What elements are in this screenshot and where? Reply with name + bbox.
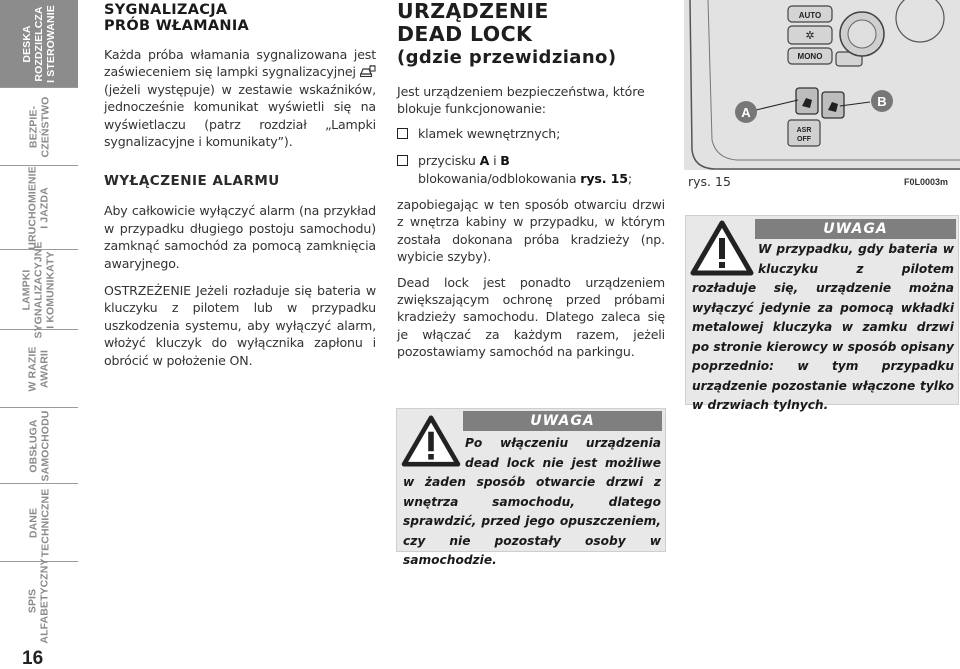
sidebar-tab-deska[interactable]: [0, 0, 78, 88]
bullet-item: [397, 125, 665, 142]
figure-ref: rys. 15: [580, 170, 628, 186]
figure-code: F0L0003m: [904, 177, 949, 187]
label-a: A: [479, 153, 490, 169]
icon-spacer: [403, 434, 465, 470]
bullet-text: klamek wewnętrznych;: [418, 125, 561, 141]
text-fragment: i: [489, 153, 501, 169]
sidebar-tab-dane[interactable]: [0, 484, 78, 562]
deadlock-title-line3: (gdzie przewidziano): [397, 47, 617, 68]
text-fragment: (jeżeli występuje) w zestawie wskaźników, jednocześnie komunikat wyświetli się na wyświetlaczu (patrz rozdział „Lampki sygnalizacyjne i komunikaty”).: [104, 81, 376, 150]
text-fragment: Każda próba włamania sygnalizowana jest zaświeceniem się lampki sygnalizacyjnej: [104, 47, 376, 80]
callout-b-label: B: [877, 94, 887, 109]
paragraph-alarm-intro: [104, 46, 376, 150]
label-b: B: [500, 153, 510, 169]
icon-spacer: [692, 240, 758, 278]
figure-dashboard-buttons: [684, 0, 960, 170]
svg-text:✲: ✲: [805, 29, 815, 42]
warning-box-deadlock: [396, 408, 666, 567]
deadlock-title-line2: DEAD LOCK: [397, 22, 533, 46]
sidebar-tab-lampki[interactable]: [0, 240, 78, 339]
paragraph-warning-battery: OSTRZEŻENIE Jeżeli rozładuje się bateria w kluczyku z pilotem lub w przypadku uszkodzenia systemu, aby wyłączyć alarm, włożyć kluczyk do wyłącznika zapłonu i obrócić w położenie ON.: [104, 283, 376, 368]
sidebar-tab-label: W RAZIE AWARII: [27, 345, 51, 392]
car-lock-warning-icon: [360, 65, 376, 78]
warning-heading: UWAGA: [755, 219, 956, 239]
page-number: 16: [22, 648, 44, 669]
sidebar-tab-label: LAMPKI SYGNALIZACYJNE I KOMUNIKATY: [21, 240, 57, 339]
callout-a-label: A: [741, 105, 751, 120]
text-fragment: przycisku: [418, 153, 480, 169]
warning-body: Po włączeniu urządzenia dead lock nie jest możliwe w żaden sposób otwarcie drzwi z wnętrza samochodu, dlatego sprawdzić, przed jego opuszczeniem, czy nie pozostały osoby w samochodzie.: [403, 436, 661, 567]
paragraph-deadlock-advice: Dead lock jest ponadto urządzeniem zwiększającym ochronę przed próbami kradzieży samochodu. Dlatego zaleca się je włączać za każdym razem, jeżeli pozostawiamy samochód na parkingu.: [397, 274, 665, 360]
warning-text: [403, 434, 661, 571]
text-fragment: blokowania/odblokowania: [418, 170, 581, 186]
sidebar-tab-uruchomienie[interactable]: [0, 166, 78, 250]
section-sidebar: [0, 0, 82, 669]
column-alarm: [104, 2, 376, 369]
sidebar-tab-label: OBSŁUGA SAMOCHODU: [27, 410, 51, 481]
bullet-box-icon: [397, 155, 408, 166]
bullet-text: [418, 152, 665, 187]
paragraph-alarm-off: Aby całkowicie wyłączyć alarm (na przykład w przypadku długiego postoju samochodu) zamknąć samochód za pomocą zamknięcia awaryjnego.: [104, 203, 376, 271]
sidebar-tab-obsluga[interactable]: [0, 408, 78, 484]
text-fragment: ;: [627, 170, 632, 186]
dashboard-illustration: [684, 0, 960, 170]
sidebar-tab-label: DANE TECHNICZNE: [26, 488, 51, 557]
warning-text: [692, 240, 954, 416]
deadlock-title-line1: URZĄDZENIE: [397, 0, 549, 23]
column-deadlock: [397, 0, 665, 361]
bullet-box-icon: [397, 128, 408, 139]
asr-label: ASR: [796, 127, 812, 134]
sidebar-tab-awarii[interactable]: [0, 330, 78, 408]
mono-button-label: MONO: [797, 52, 823, 61]
sidebar-tab-bezpieczenstwo[interactable]: [0, 88, 78, 166]
auto-button-label: AUTO: [798, 11, 822, 20]
sidebar-tab-label: URUCHOMIENIE I JAZDA: [27, 165, 52, 250]
bullet-item: [397, 152, 665, 187]
sidebar-tab-spis[interactable]: [0, 558, 78, 644]
warning-body: W przypadku, gdy bateria w kluczyku z pilotem rozładuje się, urządzenie można wyłączyć jedynie za pomocą wkładki metalowej kluczyka w zamku drzwi po stronie kierowcy w sposób opisany poprzednio: w tym przypadku urządzenie pozostanie włączone tylko w drzwiach tylnych.: [692, 242, 954, 412]
warning-box-battery: [685, 215, 959, 412]
off-label: OFF: [797, 136, 811, 143]
section-title-line1: SYGNALIZACJA: [104, 2, 228, 18]
sidebar-tab-label: DESKA ROZDZIELCZA I STEROWANIE: [21, 4, 57, 83]
section-title-line2: PRÓB WŁAMANIA: [104, 18, 250, 34]
sidebar-tab-label: SPIS ALFABETYCZNY: [27, 558, 52, 644]
paragraph-deadlock-purpose: zapobiegając w ten sposób otwarciu drzwi z wnętrza kabiny w przypadku, w którym została dokonana próba kradzieży (np. wybicie szyby).: [397, 197, 665, 265]
deadlock-intro: Jest urządzeniem bezpieczeństwa, które blokuje funkcjonowanie:: [397, 84, 645, 117]
warning-heading: UWAGA: [463, 411, 662, 431]
figure-caption: rys. 15: [688, 174, 731, 189]
subheading-alarm-off: WYŁĄCZENIE ALARMU: [104, 173, 280, 190]
sidebar-tab-label: BEZPIE- CZEŃSTWO: [26, 96, 51, 157]
